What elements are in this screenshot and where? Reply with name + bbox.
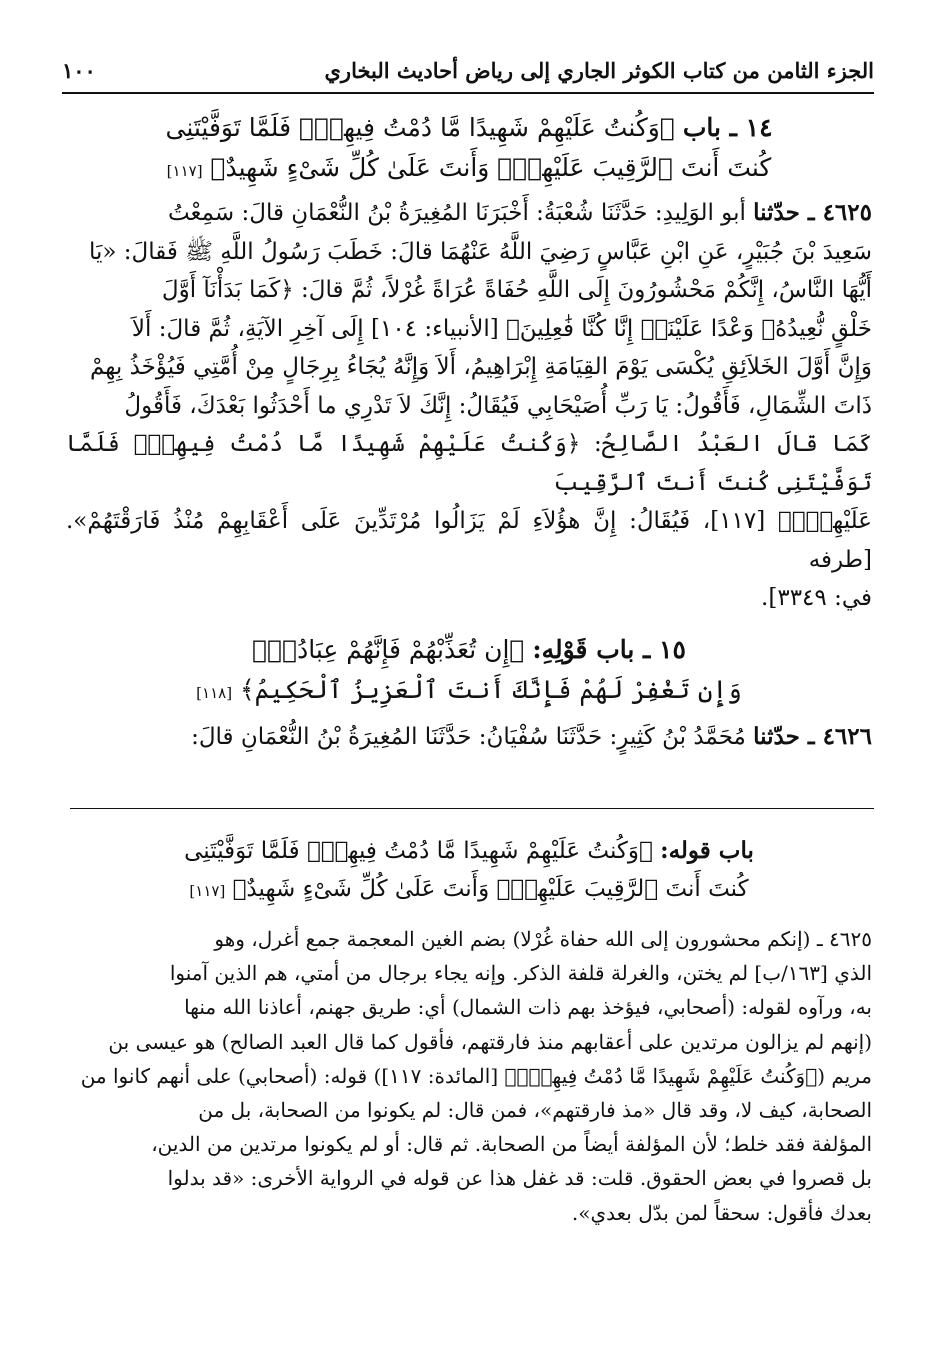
commentary-verse-line1: ﴿وَكُنتُ عَلَيْهِمْ شَهِيدًا مَّا دُمْتُ فِيهِمْۖ فَلَمَّا تَوَفَّيْتَنِى: [184, 838, 653, 864]
commentary-line: الذي [١٦٣/ب] لم يختن، والغرلة قلفة الذكر. وإنه يجاء برجال من أمتي، هم الذين آمنوا: [169, 961, 872, 986]
hadith-4625-number: ٤٦٢٥ ـ حدّثنا: [753, 199, 872, 226]
section-15-heading: [66, 630, 872, 713]
section-14-heading: [66, 108, 872, 191]
section-15-label: ١٥ ـ باب قَوْلِهِ:: [532, 635, 686, 664]
section-14-label: ١٤ ـ باب: [682, 113, 773, 142]
commentary-line: (إنهم لم يزالون مرتدين على أعقابهم منذ فارقتهم، فأقول كما قال العبد الصالح) هو عيسى بن: [108, 1029, 872, 1054]
section-15-verse-line1: ﴿إِن تُعَذِّبْهُمْ فَإِنَّهُمْ عِبَادُكَۖ: [252, 635, 525, 664]
section-14-verse-line2: كُنتَ أَنتَ ٱلرَّقِيبَ عَلَيْهِمْۚ وَأَنتَ عَلَىٰ كُلِّ شَىْءٍ شَهِيدٌ﴾: [210, 153, 772, 182]
header-rule: [62, 92, 874, 94]
hadith-4626: [66, 718, 872, 757]
commentary-verse-line2: كُنتَ أَنتَ ٱلرَّقِيبَ عَلَيْهِمْۚ وَأَنتَ عَلَىٰ كُلِّ شَىْءٍ شَهِيدٌ﴾: [232, 876, 749, 902]
hadith-line: أبو الوَلِيدِ: حَدَّثَنَا شُعْبَةُ: أَخْبَرَنَا المُغِيرَةُ بْنُ النُّعْمَانِ قالَ: سَمِعْتُ: [167, 200, 746, 226]
hadith-line: أَيُّهَا النَّاسُ، إِنَّكُمْ مَحْشُورُونَ إِلَى اللَّهِ حُفَاةً عُرَاةً غُرْلاً، ثُمَّ قالَ: ﴿كَمَا بَدَأْنَآ أَوَّلَ: [161, 277, 872, 303]
hadith-4626-number: ٤٦٢٦ ـ حدّثنا: [753, 723, 872, 750]
commentary-line: به، ورآوه لقوله: (أصحابي، فيؤخذ بهم ذات الشمال) أي: طريق جهنم، أعاذنا الله منها: [184, 995, 872, 1020]
hadith-line: خَلْقٍ نُّعِيدُهُۥ وَعْدًا عَلَيْنَآۚ إِنَّا كُنَّا فَٰعِلِينَ﴾ [الأنبياء: ١٠٤] إِلَى آخِرِ الآيَةِ، ثُمَّ قالَ: أَلاَ: [131, 315, 872, 342]
commentary-label: باب قوله:: [660, 837, 754, 864]
hadith-line: في: ٣٣٤٩].: [761, 585, 872, 611]
hadith-line: ذَاتَ الشِّمَالِ، فَأَقُولُ: يَا رَبِّ أُصَيْحَابِي فَيُقَالُ: إِنَّكَ لاَ تَدْرِي ما أَحْدَثُوا بَعْدَكَ، فَأَقُولُ: [124, 392, 872, 419]
hadith-line: سَعِيدَ بْنَ جُبَيْرٍ، عَنِ ابْنِ عَبَّاسٍ رَضِيَ اللَّهُ عَنْهُمَا قالَ: خَطَبَ رَسُولُ اللَّهِ ﷺ فَقالَ: «يَا: [89, 238, 872, 265]
commentary-line: مريم (﴿وَكُنتُ عَلَيْهِمْ شَهِيدًا مَّا دُمْتُ فِيهِمْۖ﴾ [المائدة: ١١٧]) قوله: (أصحابي) على أنهم كانوا من: [80, 1063, 872, 1088]
section-14-verse-line1: ﴿وَكُنتُ عَلَيْهِمْ شَهِيدًا مَّا دُمْتُ فِيهِمْۖ فَلَمَّا تَوَفَّيْتَنِى: [165, 113, 675, 142]
commentary-line: المؤلفة فقد خلط؛ لأن المؤلفة أيضاً من الصحابة. ثم قال: أو لم يكونوا مرتدين من الدين،: [151, 1132, 872, 1157]
commentary-line: الصحابة، كيف لا، وقد قال «مذ فارقتهم»، فمن قال: لم يكونوا من الصحابة، بل من: [198, 1098, 872, 1123]
hadith-line: عَلَيْهِمْۚ﴾ [١١٧]، فَيُقَالُ: إِنَّ هؤُلاَءِ لَمْ يَزَالُوا مُرْتَدِّينَ عَلَى أَعْقَابِهِمْ مُنْذُ فَارَقْتَهُمْ». [طرفه: [66, 508, 873, 573]
section-14-verse-ref: [١١٧]: [166, 162, 203, 180]
commentary-separator: [70, 808, 874, 809]
commentary-heading: [66, 832, 872, 910]
page-number: ١٠٠: [62, 57, 96, 83]
hadith-4625: [66, 194, 872, 618]
commentary-line: بعدك فأقول: سحقاً لمن بدّل بعدي».: [571, 1200, 872, 1225]
hadith-line: كَمَا قالَ العَبْدُ الصَّالِحُ: ﴿وَكُنتُ عَلَيْهِمْ شَهِيدًا مَّا دُمْتُ فِيهِمْۖ فَلَمَّا تَوَفَّيْتَنِى كُنتَ أَنتَ ٱلرَّقِيبَ: [66, 431, 872, 496]
book-title: الجزء الثامن من كتاب الكوثر الجاري إلى رياض أحاديث البخاري: [324, 57, 874, 83]
hadith-4626-text: مُحَمَّدُ بْنُ كَثِيرٍ: حَدَّثَنَا سُفْيَانُ: حَدَّثَنَا المُغِيرَةُ بْنُ النُّعْمَانِ قالَ:: [191, 724, 746, 750]
commentary-text: [66, 922, 872, 1230]
commentary-line: ٤٦٢٥ ـ (إنكم محشورون إلى الله حفاة غُرْلا) بضم الغين المعجمة جمع أغرل، وهو: [214, 927, 872, 951]
commentary-line: بل قصروا في بعض الحقوق. قلت: قد غفل هذا عن قوله في الرواية الأخرى: «قد بدلوا: [167, 1166, 872, 1191]
commentary-verse-ref: [١١٧]: [189, 882, 226, 900]
section-15-verse-line2: وَإِن تَغْفِرْ لَهُمْ فَإِنَّكَ أَنتَ ٱلْعَزِيزُ ٱلْحَكِيمُ﴾: [240, 675, 742, 704]
running-header: [62, 48, 874, 92]
section-15-verse-ref: [١١٨]: [196, 684, 233, 702]
hadith-line: وَإِنَّ أَوَّلَ الخَلاَئِقِ يُكْسَى يَوْمَ القِيَامَةِ إِبْرَاهِيمُ، أَلاَ وَإِنَّهُ يُجَاءُ بِرِجَالٍ مِنْ أُمَّتِي فَيُؤْخَذُ بِهِمْ: [89, 354, 872, 380]
